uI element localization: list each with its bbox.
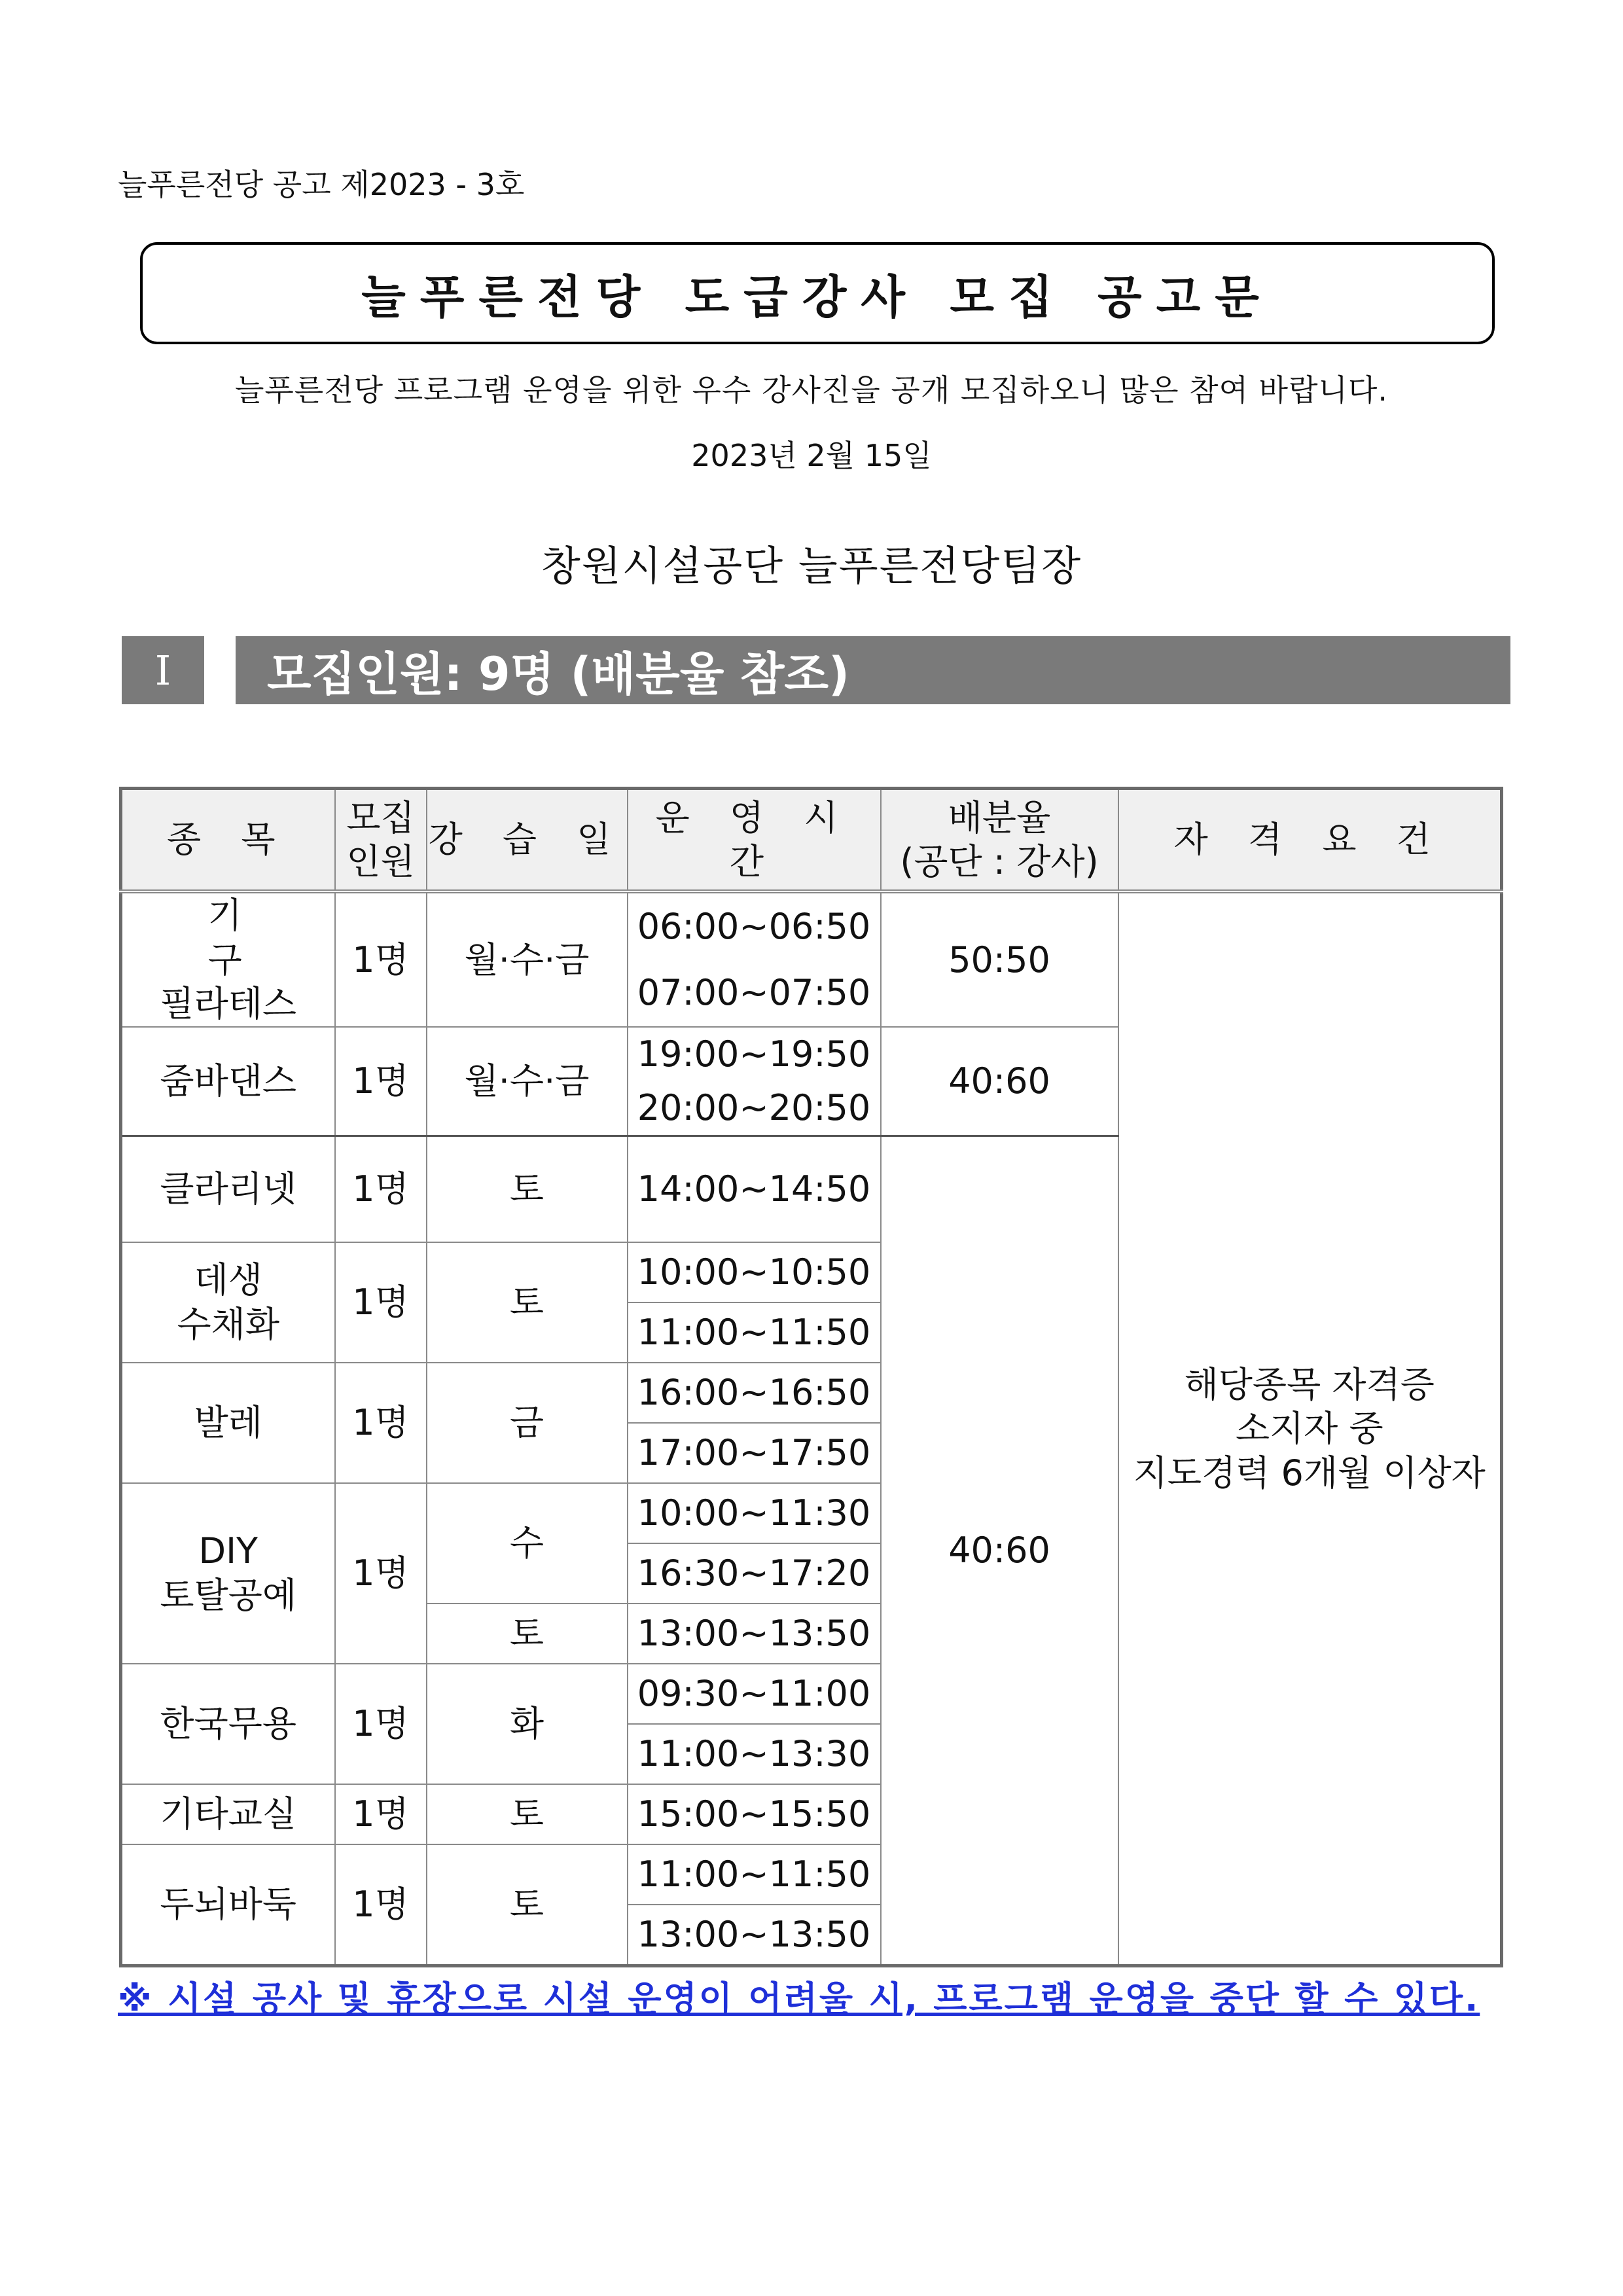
notice-date: 2023년 2월 15일 bbox=[691, 438, 932, 473]
count-cell: 1명 bbox=[335, 1027, 427, 1136]
header-qualification: 자 격 요 건 bbox=[1118, 789, 1502, 892]
days-cell: 수 bbox=[427, 1483, 628, 1604]
header-hours: 운 영 시 간 bbox=[628, 789, 881, 892]
subject-cell: 발레 bbox=[121, 1363, 335, 1483]
section-title: 모집인원: 9명 (배분율 참조) bbox=[236, 636, 1510, 704]
count-cell: 1명 bbox=[335, 1363, 427, 1483]
time-cell: 20:00~20:50 bbox=[628, 1081, 881, 1136]
days-cell: 월·수·금 bbox=[427, 1027, 628, 1136]
shared-ratio-cell: 40:60 bbox=[881, 1136, 1118, 1965]
time-cell: 11:00~13:30 bbox=[628, 1724, 881, 1784]
recruitment-table bbox=[119, 787, 1503, 1967]
subject-cell: 한국무용 bbox=[121, 1664, 335, 1784]
time-cell: 07:00~07:50 bbox=[628, 960, 881, 1026]
section-number: Ⅰ bbox=[122, 636, 204, 704]
time-cell: 13:00~13:50 bbox=[628, 1905, 881, 1966]
count-cell: 1명 bbox=[335, 1784, 427, 1844]
page-title: 늘푸른전당 도급강사 모집 공고문 bbox=[361, 270, 1274, 324]
days-cell: 월·수·금 bbox=[427, 891, 628, 1027]
subject-cell: 두뇌바둑 bbox=[121, 1844, 335, 1966]
days-cell: 토 bbox=[427, 1242, 628, 1363]
time-cell: 16:30~17:20 bbox=[628, 1543, 881, 1604]
time-cell: 11:00~11:50 bbox=[628, 1302, 881, 1363]
header-days: 강 습 일 bbox=[427, 789, 628, 892]
time-cell: 09:30~11:00 bbox=[628, 1664, 881, 1724]
days-cell: 화 bbox=[427, 1664, 628, 1784]
ratio-cell: 50:50 bbox=[881, 891, 1118, 1027]
count-cell: 1명 bbox=[335, 891, 427, 1027]
header-recruit: 모집 인원 bbox=[335, 789, 427, 892]
subject-cell: DIY 토탈공예 bbox=[121, 1483, 335, 1664]
time-cell: 15:00~15:50 bbox=[628, 1784, 881, 1844]
table-row bbox=[121, 891, 1502, 960]
warning-note: ※ 시설 공사 및 휴장으로 시설 운영이 어려울 시, 프로그램 운영을 중단 할 수 있다. bbox=[118, 1979, 1480, 2019]
time-cell: 10:00~10:50 bbox=[628, 1242, 881, 1302]
ratio-cell: 40:60 bbox=[881, 1027, 1118, 1136]
days-cell: 토 bbox=[427, 1844, 628, 1966]
subject-cell: 줌바댄스 bbox=[121, 1027, 335, 1136]
time-cell: 16:00~16:50 bbox=[628, 1363, 881, 1423]
qualification-cell: 해당종목 자격증 소지자 중 지도경력 6개월 이상자 bbox=[1118, 891, 1502, 1965]
days-cell: 토 bbox=[427, 1136, 628, 1242]
subject-cell: 기 구 필라테스 bbox=[121, 891, 335, 1027]
title-box bbox=[140, 242, 1495, 344]
time-cell: 13:00~13:50 bbox=[628, 1604, 881, 1664]
count-cell: 1명 bbox=[335, 1664, 427, 1784]
time-cell: 14:00~14:50 bbox=[628, 1136, 881, 1242]
subject-cell: 클라리넷 bbox=[121, 1136, 335, 1242]
time-cell: 11:00~11:50 bbox=[628, 1844, 881, 1905]
time-cell: 10:00~11:30 bbox=[628, 1483, 881, 1543]
days-cell: 금 bbox=[427, 1363, 628, 1483]
intro-text: 늘푸른전당 프로그램 운영을 위한 우수 강사진을 공개 모집하오니 많은 참여 바랍니다. bbox=[234, 372, 1389, 408]
time-cell: 19:00~19:50 bbox=[628, 1027, 881, 1081]
count-cell: 1명 bbox=[335, 1136, 427, 1242]
time-cell: 06:00~06:50 bbox=[628, 891, 881, 960]
count-cell: 1명 bbox=[335, 1242, 427, 1363]
header-subject: 종 목 bbox=[121, 789, 335, 892]
count-cell: 1명 bbox=[335, 1483, 427, 1664]
notice-number: 늘푸른전당 공고 제2023 - 3호 bbox=[118, 167, 525, 202]
subject-cell: 기타교실 bbox=[121, 1784, 335, 1844]
days-cell: 토 bbox=[427, 1784, 628, 1844]
issuer: 창원시설공단 늘푸른전당팀장 bbox=[541, 542, 1082, 590]
header-ratio: 배분율 (공단 : 강사) bbox=[881, 789, 1118, 892]
count-cell: 1명 bbox=[335, 1844, 427, 1966]
time-cell: 17:00~17:50 bbox=[628, 1423, 881, 1483]
subject-cell: 데생 수채화 bbox=[121, 1242, 335, 1363]
table-header-row bbox=[121, 789, 1502, 892]
days-cell: 토 bbox=[427, 1604, 628, 1664]
